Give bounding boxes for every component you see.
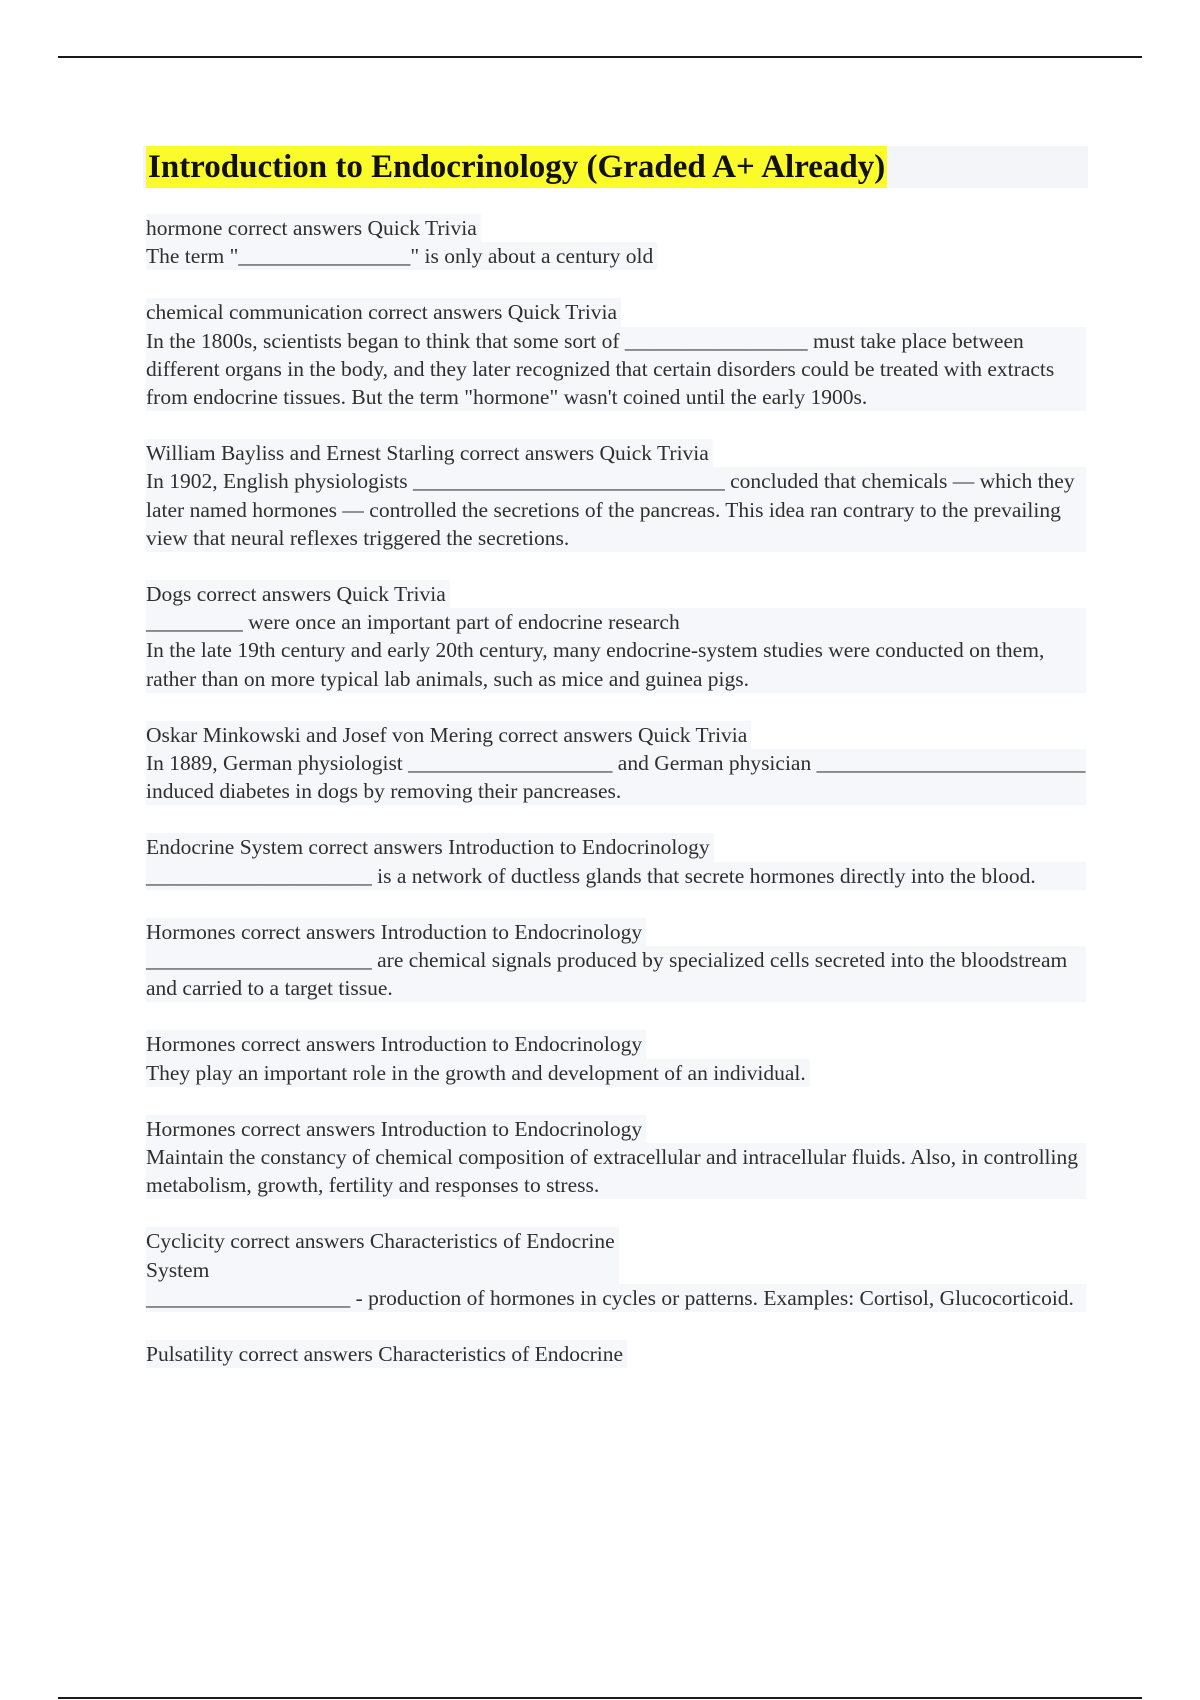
qa-entry <box>146 214 1091 270</box>
entry-body: They play an important role in the growth and development of an individual. <box>146 1059 810 1087</box>
entry-heading: Pulsatility correct answers Characteristics of Endocrine <box>146 1340 627 1368</box>
qa-entry <box>146 439 1091 552</box>
entry-heading: Dogs correct answers Quick Trivia <box>146 580 450 608</box>
qa-entry <box>146 1340 1091 1368</box>
qa-entry <box>146 580 1091 693</box>
qa-entry <box>146 1030 1091 1086</box>
entry-heading: William Bayliss and Ernest Starling correct answers Quick Trivia <box>146 439 713 467</box>
entry-body: ___________________ - production of hormones in cycles or patterns. Examples: Cortisol, Glucocorticoid. <box>146 1284 1086 1312</box>
entry-heading: Endocrine System correct answers Introduction to Endocrinology <box>146 833 714 861</box>
entry-heading: Hormones correct answers Introduction to Endocrinology <box>146 1030 646 1058</box>
qa-entry <box>146 298 1091 411</box>
entry-body: _________ were once an important part of endocrine research In the late 19th century and early 20th century, many endocrine-system studies were conducted on them, rather than on more typical lab animals, such as mice and guinea pigs. <box>146 608 1086 693</box>
entry-body: Maintain the constancy of chemical composition of extracellular and intracellular fluids. Also, in controlling metabolism, growth, fertility and responses to stress. <box>146 1143 1086 1199</box>
entry-body: The term "________________" is only about a century old <box>146 242 657 270</box>
entry-heading: Hormones correct answers Introduction to Endocrinology <box>146 918 646 946</box>
entry-heading: Oskar Minkowski and Josef von Mering correct answers Quick Trivia <box>146 721 751 749</box>
qa-entry <box>146 918 1091 1003</box>
entry-heading: Hormones correct answers Introduction to Endocrinology <box>146 1115 646 1143</box>
bottom-rule <box>58 1697 1142 1699</box>
document-title: Introduction to Endocrinology (Graded A+ Already) <box>146 146 887 188</box>
entry-body: In 1902, English physiologists _____________________________ concluded that chemicals — which they later named hormones — controlled the secretions of the pancreas. This idea ran contrary to the prevailing view that neural reflexes triggered the secretions. <box>146 467 1086 552</box>
top-rule <box>58 56 1142 58</box>
qa-entry <box>146 1227 1091 1312</box>
entry-heading: Cyclicity correct answers Characteristics of Endocrine System <box>146 1227 619 1283</box>
entry-heading: hormone correct answers Quick Trivia <box>146 214 481 242</box>
entry-body: _____________________ is a network of ductless glands that secrete hormones directly into the blood. <box>146 862 1086 890</box>
qa-entry <box>146 1115 1091 1200</box>
entry-body: _____________________ are chemical signals produced by specialized cells secreted into the bloodstream and carried to a target tissue. <box>146 946 1086 1002</box>
entry-heading: chemical communication correct answers Quick Trivia <box>146 298 621 326</box>
document-body <box>146 214 1091 1396</box>
entry-body: In the 1800s, scientists began to think that some sort of _________________ must take place between different organs in the body, and they later recognized that certain disorders could be treated with extracts from endocrine tissues. But the term "hormone" wasn't coined until the early 1900s. <box>146 327 1086 412</box>
qa-entry <box>146 833 1091 889</box>
qa-entry <box>146 721 1091 806</box>
entry-body: In 1889, German physiologist ___________________ and German physician _________________________ induced diabetes in dogs by removing their pancreases. <box>146 749 1086 805</box>
